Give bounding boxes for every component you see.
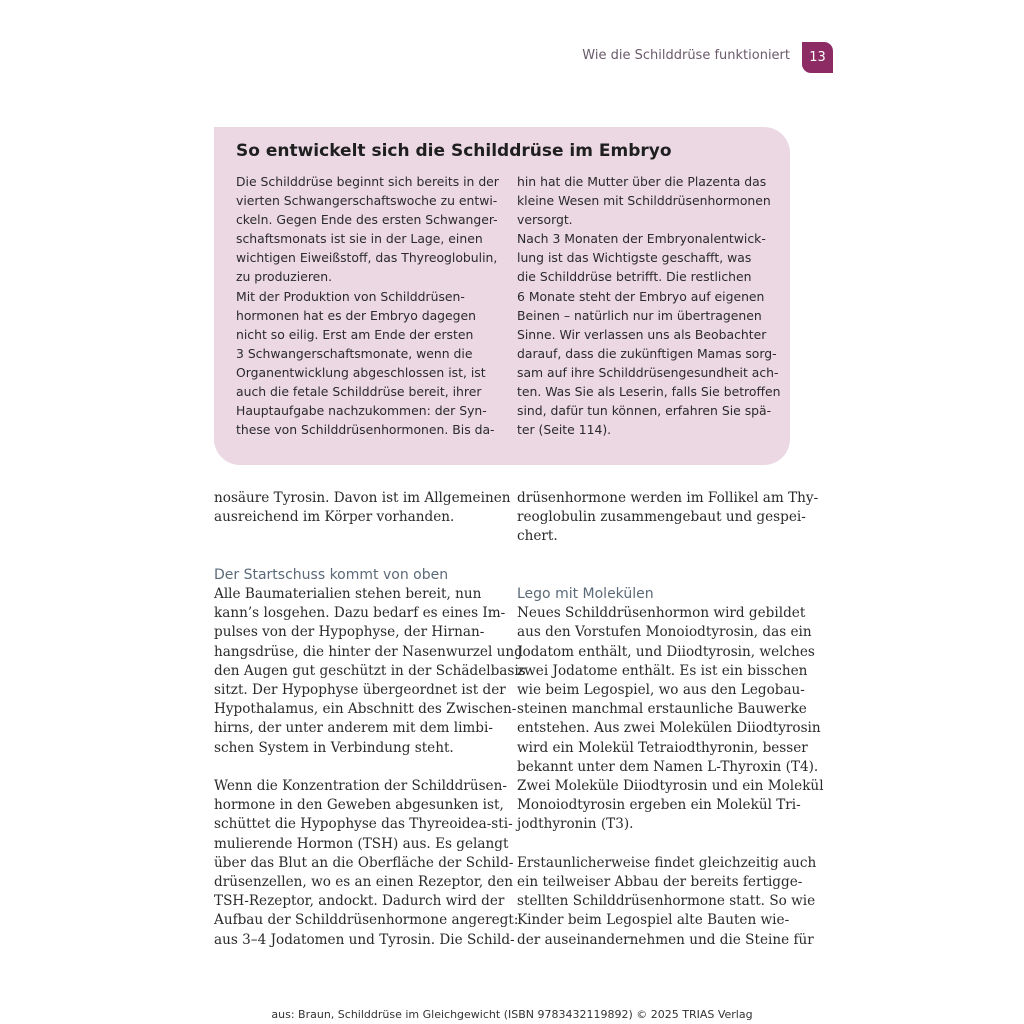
text-line: auch die fetale Schilddrüse bereit, ihrer <box>236 384 482 400</box>
text-line: Organentwicklung abgeschlossen ist, ist <box>236 364 486 380</box>
text-line: Mit der Produktion von Schilddrüsen- <box>236 288 465 304</box>
text-line: Neues Schilddrüsenhormon wird gebildet <box>517 605 806 622</box>
text-line: der auseinandernehmen und die Steine für <box>517 931 814 948</box>
text-line: die Schilddrüse betrifft. Die restlichen <box>517 269 752 285</box>
info-box-left-column <box>236 172 498 439</box>
section-heading: Der Startschuss kommt von oben <box>214 566 449 583</box>
text-line: lung ist das Wichtigste geschafft, was <box>517 250 752 266</box>
text-line: ckeln. Gegen Ende des ersten Schwanger- <box>236 212 498 228</box>
page-number-badge: 13 <box>802 42 833 73</box>
text-line: 3 Schwangerschaftsmonate, wenn die <box>236 345 473 361</box>
text-line: Aufbau der Schilddrüsenhormone angeregt: <box>214 912 519 929</box>
text-line: ter (Seite 114). <box>517 422 612 438</box>
text-line: Wenn die Konzentration der Schilddrüsen- <box>214 778 507 794</box>
section-heading: Lego mit Molekülen <box>517 585 654 602</box>
text-line: nicht so eilig. Erst am Ende der ersten <box>236 326 474 342</box>
text-line: pulses von der Hypophyse, der Hirnan- <box>214 624 485 641</box>
text-line: hormonen hat es der Embryo dagegen <box>236 307 477 323</box>
text-line: zwei Jodatome enthält. Es ist ein bisschen <box>517 662 808 679</box>
text-line: ausreichend im Körper vorhanden. <box>214 509 455 526</box>
info-box <box>214 127 790 465</box>
text-line: hormone in den Geweben abgesunken ist, <box>214 797 504 814</box>
paragraph-gap <box>214 547 492 566</box>
text-line: schaftsmonats ist sie in der Lage, einen <box>236 231 483 247</box>
text-line: TSH-Rezeptor, andockt. Dadurch wird der <box>214 893 505 910</box>
footer-citation: aus: Braun, Schilddrüse im Gleichgewicht (ISBN 9783432119892) © 2025 TRIAS Verlag <box>271 1008 753 1021</box>
text-line: drüsenhormone werden im Follikel am Thy- <box>517 490 819 506</box>
text-line: Sinne. Wir verlassen uns als Beobachter <box>517 326 767 342</box>
text-line: these von Schilddrüsenhormonen. Bis da- <box>236 422 495 438</box>
text-line: stellten Schilddrüsenhormone statt. So wie <box>517 893 816 910</box>
text-line: sitzt. Der Hypophyse übergeordnet ist der <box>214 682 506 698</box>
text-line: ten. Was Sie als Leserin, falls Sie betroffen <box>517 384 781 400</box>
text-line: Beinen – natürlich nur im übertragenen <box>517 307 762 323</box>
running-header-title: Wie die Schilddrüse funktioniert <box>582 48 790 63</box>
text-line: Kinder beim Legospiel alte Bauten wie- <box>517 912 790 929</box>
paragraph-gap <box>214 527 492 546</box>
info-box-title: So entwickelt sich die Schilddrüse im Embryo <box>236 141 672 161</box>
text-line: Erstaunlicherweise findet gleichzeitig auch <box>517 854 817 871</box>
info-box-right-column <box>517 172 779 439</box>
paragraph-gap <box>214 758 492 777</box>
text-line: kann’s losgehen. Dazu bedarf es eines Im- <box>214 605 506 622</box>
text-line: nosäure Tyrosin. Davon ist im Allgemeinen <box>214 490 511 506</box>
text-line: drüsenzellen, wo es an einen Rezeptor, den <box>214 874 513 891</box>
text-line: Hauptaufgabe nachzukommen: der Syn- <box>236 403 487 419</box>
text-line: versorgt. <box>517 212 573 228</box>
text-line: wird ein Molekül Tetraiodthyronin, besser <box>517 739 808 756</box>
text-line: Zwei Moleküle Diiodtyrosin und ein Molekül <box>517 778 824 795</box>
text-line: 6 Monate steht der Embryo auf eigenen <box>517 288 765 304</box>
text-line: den Augen gut geschützt in der Schädelbasis <box>214 662 526 679</box>
text-line: wie beim Legospiel, wo aus den Legobau- <box>517 682 805 698</box>
text-line: Die Schilddrüse beginnt sich bereits in der <box>236 174 499 189</box>
text-line: Hypothalamus, ein Abschnitt des Zwischen- <box>214 701 517 718</box>
text-line: schen System in Verbindung steht. <box>214 739 454 756</box>
text-line: Jodatom enthält, und Diiodtyrosin, welches <box>517 643 815 660</box>
paragraph-gap <box>517 547 795 566</box>
body-right-column <box>517 489 824 950</box>
text-line: darauf, dass die zukünftigen Mamas sorg- <box>517 345 777 361</box>
text-line: aus 3–4 Jodatomen und Tyrosin. Die Schild- <box>214 931 515 948</box>
text-line: sind, dafür tun können, erfahren Sie spä- <box>517 403 772 419</box>
text-line: Monoiodtyrosin ergeben ein Molekül Tri- <box>517 797 801 814</box>
text-line: schüttet die Hypophyse das Thyreoidea-sti- <box>214 816 513 833</box>
text-line: hin hat die Mutter über die Plazenta das <box>517 174 767 189</box>
text-line: reoglobulin zusammengebaut und gespei- <box>517 509 806 526</box>
paragraph-gap <box>517 835 795 854</box>
text-line: Alle Baumaterialien stehen bereit, nun <box>214 585 482 602</box>
text-line: ein teilweiser Abbau der bereits fertigge- <box>517 874 803 891</box>
text-line: jodthyronin (T3). <box>517 816 634 833</box>
text-line: vierten Schwangerschaftswoche zu entwi- <box>236 193 498 209</box>
text-line: bekannt unter dem Namen L-Thyroxin (T4). <box>517 758 819 775</box>
paragraph-gap <box>517 566 795 585</box>
text-line: sam auf ihre Schilddrüsengesundheit ach- <box>517 364 779 380</box>
text-line: steinen manchmal erstaunliche Bauwerke <box>517 701 807 718</box>
text-line: chert. <box>517 528 558 545</box>
text-line: mulierende Hormon (TSH) aus. Es gelangt <box>214 835 509 852</box>
text-line: Nach 3 Monaten der Embryonalentwick- <box>517 231 766 247</box>
body-left-column <box>214 489 526 950</box>
text-line: hangsdrüse, die hinter der Nasenwurzel und <box>214 643 523 660</box>
text-line: zu produzieren. <box>236 269 333 285</box>
text-line: über das Blut an die Oberfläche der Schild- <box>214 854 514 871</box>
text-line: entstehen. Aus zwei Molekülen Diiodtyrosin <box>517 720 821 737</box>
text-line: kleine Wesen mit Schilddrüsenhormonen <box>517 193 771 209</box>
text-line: wichtigen Eiweißstoff, das Thyreoglobulin, <box>236 250 498 266</box>
text-line: hirns, der unter anderem mit dem limbi- <box>214 720 493 737</box>
text-line: aus den Vorstufen Monoiodtyrosin, das ein <box>517 624 812 641</box>
